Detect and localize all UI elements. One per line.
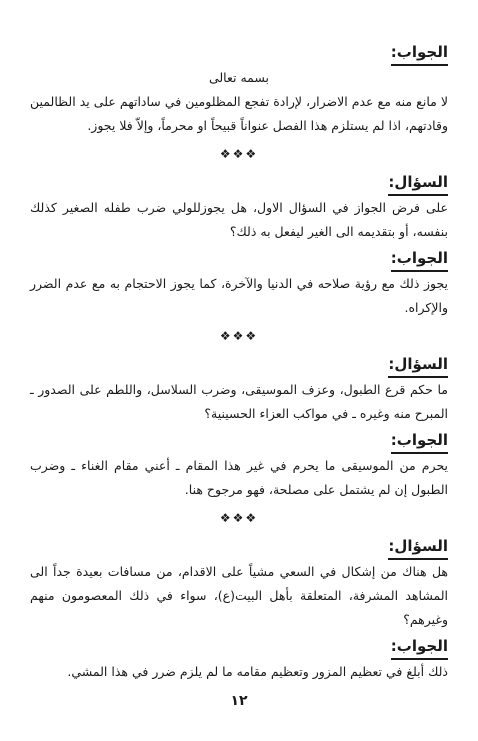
answer-4-block — [30, 636, 448, 684]
section-separator: ❖❖❖ — [219, 147, 259, 161]
question-3-block — [30, 354, 448, 426]
page-body — [30, 42, 448, 741]
answer-heading: الجواب: — [30, 42, 448, 66]
answer-text: لا مانع منه مع عدم الاضرار، لإرادة تفجع المظلومين في ساداتهم على يد الظالمين وقادتهم، اذا لم يستلزم هذا الفصل عنواناً قبيحاً او محرماً، وإلاّ فلا يجوز. — [30, 94, 448, 133]
question-text: على فرض الجواز في السؤال الاول، هل يجوزللولي ضرب طفله الصغير كذلك بنفسه، أو بتقديمه الى الغير ليفعل به ذلك؟ — [30, 200, 448, 239]
answer-1-block — [30, 42, 448, 138]
answer-3-block — [30, 430, 448, 502]
question-heading: السؤال: — [30, 536, 448, 560]
question-text: ما حكم قرع الطبول، وعزف الموسيقى، وضرب السلاسل، واللطم على الصدور ـ المبرح منه وغيره ـ في مواكب العزاء الحسينية؟ — [30, 382, 448, 421]
answer-heading: الجواب: — [30, 636, 448, 660]
question-4-block — [30, 536, 448, 632]
question-heading: السؤال: — [30, 172, 448, 196]
question-text: هل هناك من إشكال في السعي مشياً على الاقدام، من مسافات بعيدة جداً الى المشاهد المشرفة، المتعلقة بأهل البيت(ع)، سواء في ذلك المعصومون منهم وغيرهم؟ — [30, 564, 448, 627]
answer-text: يجوز ذلك مع رؤية صلاحه في الدنيا والآخرة، كما يجوز الاحتجام به مع عدم الضرر والإكراه. — [30, 276, 448, 315]
page-number: ١٢ — [230, 693, 248, 709]
answer-text: ذلك أبلغ في تعظيم المزور وتعظيم مقامه ما لم يلزم ضرر في هذا المشي. — [67, 664, 448, 679]
answer-2-block — [30, 248, 448, 320]
answer-text: يحرم من الموسيقى ما يحرم في غير هذا المقام ـ أعني مقام الغناء ـ وضرب الطبول إن لم يشتمل على مصلحة، فهو مرجوح هنا. — [30, 458, 448, 497]
section-separator: ❖❖❖ — [219, 511, 259, 525]
section-separator: ❖❖❖ — [219, 329, 259, 343]
basmala: بسمه تعالى — [208, 70, 270, 85]
answer-heading: الجواب: — [30, 430, 448, 454]
question-heading: السؤال: — [30, 354, 448, 378]
answer-heading: الجواب: — [30, 248, 448, 272]
question-2-block — [30, 172, 448, 244]
